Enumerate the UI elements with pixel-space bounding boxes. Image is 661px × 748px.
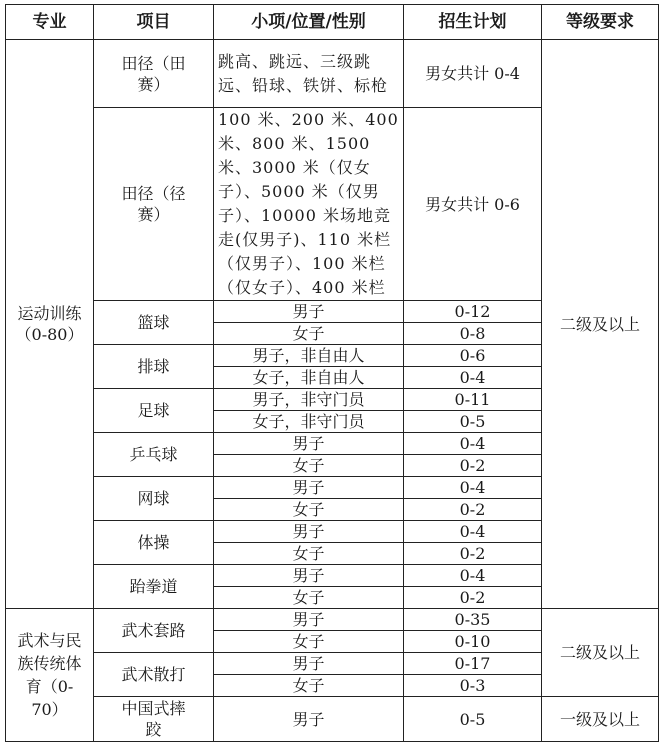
sub-volleyball-m: 男子，非自由人 <box>214 345 404 367</box>
sub-basketball-f: 女子 <box>214 323 404 345</box>
plan-sanda-f: 0-3 <box>404 675 542 697</box>
table-row <box>6 609 659 631</box>
item-taekwondo: 跆拳道 <box>94 565 214 609</box>
plan-wrestling-m: 0-5 <box>404 697 542 742</box>
item-gymnastics: 体操 <box>94 521 214 565</box>
item-tennis: 网球 <box>94 477 214 521</box>
sub-wrestling-m: 男子 <box>214 697 404 742</box>
plan-volleyball-f: 0-4 <box>404 367 542 389</box>
sub-sanda-f: 女子 <box>214 675 404 697</box>
plan-football-f: 0-5 <box>404 411 542 433</box>
sub-basketball-m: 男子 <box>214 301 404 323</box>
item-wrestling: 中国式摔跤 <box>94 697 214 742</box>
plan-pingpong-m: 0-4 <box>404 433 542 455</box>
header-sub: 小项/位置/性别 <box>214 5 404 40</box>
sub-taekwondo-m: 男子 <box>214 565 404 587</box>
table-row <box>6 40 659 108</box>
sub-pingpong-m: 男子 <box>214 433 404 455</box>
plan-football-m: 0-11 <box>404 389 542 411</box>
major-wushu: 武术与民族传统体育（0-70） <box>6 609 94 742</box>
sub-field: 跳高、跳远、三级跳远、铅球、铁饼、标枪 <box>214 40 404 108</box>
sub-football-f: 女子，非守门员 <box>214 411 404 433</box>
item-track: 田径（径赛） <box>94 108 214 301</box>
plan-tennis-m: 0-4 <box>404 477 542 499</box>
plan-taolu-f: 0-10 <box>404 631 542 653</box>
header-plan: 招生计划 <box>404 5 542 40</box>
major-athletics: 运动训练（0-80） <box>6 40 94 609</box>
header-row <box>6 5 659 40</box>
item-pingpong: 乒乓球 <box>94 433 214 477</box>
sub-tennis-f: 女子 <box>214 499 404 521</box>
sub-taolu-m: 男子 <box>214 609 404 631</box>
plan-basketball-m: 0-12 <box>404 301 542 323</box>
plan-track: 男女共计 0-6 <box>404 108 542 301</box>
sub-tennis-m: 男子 <box>214 477 404 499</box>
item-volleyball: 排球 <box>94 345 214 389</box>
plan-field: 男女共计 0-4 <box>404 40 542 108</box>
header-major: 专业 <box>6 5 94 40</box>
item-taolu: 武术套路 <box>94 609 214 653</box>
sub-pingpong-f: 女子 <box>214 455 404 477</box>
header-level: 等级要求 <box>542 5 659 40</box>
sub-volleyball-f: 女子，非自由人 <box>214 367 404 389</box>
sub-taekwondo-f: 女子 <box>214 587 404 609</box>
plan-pingpong-f: 0-2 <box>404 455 542 477</box>
enrollment-table <box>5 4 659 742</box>
header-item: 项目 <box>94 5 214 40</box>
plan-volleyball-m: 0-6 <box>404 345 542 367</box>
plan-taolu-m: 0-35 <box>404 609 542 631</box>
plan-tennis-f: 0-2 <box>404 499 542 521</box>
plan-gymnastics-f: 0-2 <box>404 543 542 565</box>
item-basketball: 篮球 <box>94 301 214 345</box>
table-row <box>6 697 659 742</box>
plan-taekwondo-f: 0-2 <box>404 587 542 609</box>
plan-basketball-f: 0-8 <box>404 323 542 345</box>
item-field: 田径（田赛） <box>94 40 214 108</box>
sub-gymnastics-m: 男子 <box>214 521 404 543</box>
level-athletics: 二级及以上 <box>542 40 659 609</box>
sub-track: 100 米、200 米、400 米、800 米、1500 米、3000 米（仅女子）、5000 米（仅男子）、10000 米场地竞走(仅男子)、110 米栏（仅男子）、100 米栏（仅女子）、400 米栏 <box>214 108 404 301</box>
plan-sanda-m: 0-17 <box>404 653 542 675</box>
level-wushu: 二级及以上 <box>542 609 659 697</box>
level-wrestling: 一级及以上 <box>542 697 659 742</box>
sub-taolu-f: 女子 <box>214 631 404 653</box>
sub-football-m: 男子，非守门员 <box>214 389 404 411</box>
plan-gymnastics-m: 0-4 <box>404 521 542 543</box>
plan-taekwondo-m: 0-4 <box>404 565 542 587</box>
item-sanda: 武术散打 <box>94 653 214 697</box>
item-football: 足球 <box>94 389 214 433</box>
sub-gymnastics-f: 女子 <box>214 543 404 565</box>
sub-sanda-m: 男子 <box>214 653 404 675</box>
